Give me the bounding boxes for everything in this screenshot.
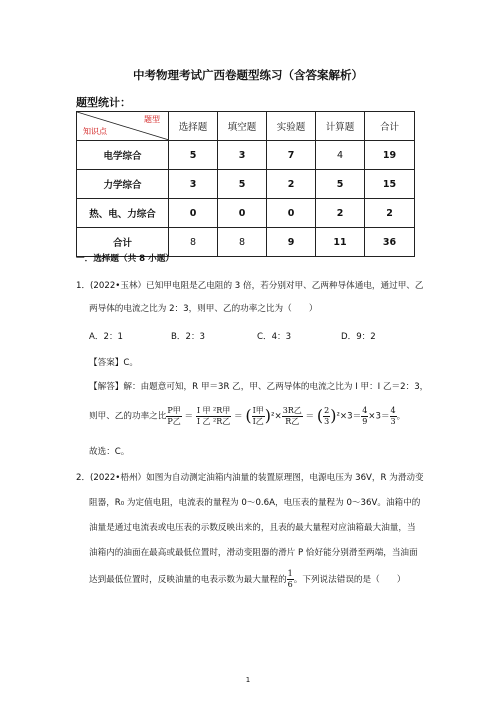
table-cell: 8 bbox=[218, 228, 267, 257]
table-cell: 3 bbox=[218, 141, 267, 170]
analysis-line-1: 【解答】解：由题意可知，R 甲＝3R 乙，甲、乙两导体的电流之比为 I 甲：I 乙＝2：3， bbox=[89, 382, 429, 392]
table-cell: 0 bbox=[267, 199, 316, 228]
analysis-formula: 则甲、乙的功率之比 $\frac{\text{P甲}}{\text{P乙}}$ ＝ $\frac{\text{I 甲 ²R甲}}{\text{I 乙 ²R乙}}$ ＝ ( $\frac{\text{I甲}}{\text{I乙}}$ )²× $\frac{\text{3R乙}}{\text{R乙}}$ ＝ ( $\frac{2}{3}$ )²×3＝ $\frac{4}{9}$ ×3＝ $\frac{4}{3}$ 。 bbox=[89, 405, 406, 426]
table-cell: 3 bbox=[169, 170, 218, 199]
table-cell: 7 bbox=[267, 141, 316, 170]
table-header-cell: 填空题 bbox=[218, 112, 267, 141]
analysis-prefix: 则甲、乙的功率之比 bbox=[89, 411, 167, 422]
resistance-ratio-fraction: $\frac{\text{3R乙}}{\text{R乙}}$ bbox=[282, 405, 302, 426]
row-label: 力学综合 bbox=[77, 170, 169, 199]
four-thirds-fraction: $\frac{4}{3}$ bbox=[390, 405, 396, 426]
table-cell: 0 bbox=[218, 199, 267, 228]
question-2-line-4: 油箱内的油面在最高或最低位置时，滑动变阻器的滑片 P 恰好能分别滑至两端，当油面 bbox=[89, 548, 418, 558]
section-heading: 一．选择题（共 8 小题） bbox=[76, 254, 174, 264]
table-cell: 5 bbox=[169, 141, 218, 170]
question-2-line-1: 2．(2022•梧州）如图为自动测定油箱内油量的装置原理图，电源电压为 36V，R 为滑动变 bbox=[76, 473, 424, 483]
table-cell: 5 bbox=[218, 170, 267, 199]
table-cell: 5 bbox=[316, 170, 365, 199]
table-header-cell: 选择题 bbox=[169, 112, 218, 141]
table-cell: 8 bbox=[169, 228, 218, 257]
question-2-line-5-prefix: 达到最低位置时，反映油量的电表示数为最大量程的 bbox=[89, 575, 287, 585]
corner-bottom-label: 知识点 bbox=[83, 127, 107, 136]
table-row bbox=[77, 170, 415, 199]
section-subtitle: 题型统计： bbox=[76, 96, 131, 109]
table-cell: 4 bbox=[316, 141, 365, 170]
question-1-line-2: 两导体的电流之比为 2：3，则甲、乙的功率之比为（ ） bbox=[89, 304, 318, 314]
conclusion-line: 故选：C。 bbox=[89, 447, 130, 457]
four-ninths-fraction: $\frac{4}{9}$ bbox=[362, 405, 368, 426]
question-2-line-3: 油量是通过电流表或电压表的示数反映出来的，且表的最大量程对应油箱最大油量，当 bbox=[89, 523, 416, 533]
answer-line: 【答案】C。 bbox=[89, 358, 138, 368]
table-cell: 2 bbox=[267, 170, 316, 199]
table-cell: 19 bbox=[365, 141, 415, 170]
document-title: 中考物理考试广西卷题型练习（含答案解析） bbox=[133, 68, 363, 82]
question-2-line-5-suffix: 。下列说法错误的是（ ） bbox=[293, 575, 406, 585]
table-cell: 36 bbox=[365, 228, 415, 257]
question-2-line-2: 阻器，R₀ 为定值电阻，电流表的量程为 0～0.6A，电压表的量程为 0～36V。油箱中的 bbox=[89, 498, 421, 508]
option-b: B．2：3 bbox=[171, 332, 206, 342]
option-c: C．4：3 bbox=[257, 332, 292, 342]
table-header-cell: 计算题 bbox=[316, 112, 365, 141]
page-number: 1 bbox=[245, 676, 251, 684]
two-thirds-fraction: $\frac{2}{3}$ bbox=[324, 405, 330, 426]
table-header-cell: 实验题 bbox=[267, 112, 316, 141]
table-header-cell: 合计 bbox=[365, 112, 415, 141]
power-ratio-fraction: $\frac{\text{P甲}}{\text{P乙}}$ bbox=[167, 405, 181, 426]
table-cell: 11 bbox=[316, 228, 365, 257]
table-row bbox=[77, 141, 415, 170]
table-cell: 0 bbox=[169, 199, 218, 228]
table-row bbox=[77, 199, 415, 228]
table-cell: 15 bbox=[365, 170, 415, 199]
one-sixth-fraction: $\frac{1}{6}$ bbox=[287, 569, 293, 589]
current-resistance-fraction: $\frac{\text{I 甲 ²R甲}}{\text{I 乙 ²R乙}}$ bbox=[196, 405, 231, 426]
table-cell: 9 bbox=[267, 228, 316, 257]
row-label: 电学综合 bbox=[77, 141, 169, 170]
option-d: D．9：2 bbox=[341, 332, 376, 342]
statistics-table bbox=[76, 111, 415, 257]
option-a: A．2：1 bbox=[89, 332, 124, 342]
question-1-line-1: 1．(2022•玉林）已知甲电阻是乙电阻的 3 倍，若分别对甲、乙两种导体通电，通过甲、乙 bbox=[76, 281, 424, 291]
current-ratio-fraction: $\frac{\text{I甲}}{\text{I乙}}$ bbox=[252, 405, 264, 426]
row-label: 合计 bbox=[77, 228, 169, 257]
row-label: 热、电、力综合 bbox=[77, 199, 169, 228]
question-2-line-5 bbox=[89, 568, 406, 592]
corner-top-label: 题型 bbox=[144, 115, 160, 124]
table-header-row bbox=[77, 112, 415, 141]
table-corner-cell bbox=[77, 112, 169, 141]
table-cell: 2 bbox=[365, 199, 415, 228]
table-cell: 2 bbox=[316, 199, 365, 228]
